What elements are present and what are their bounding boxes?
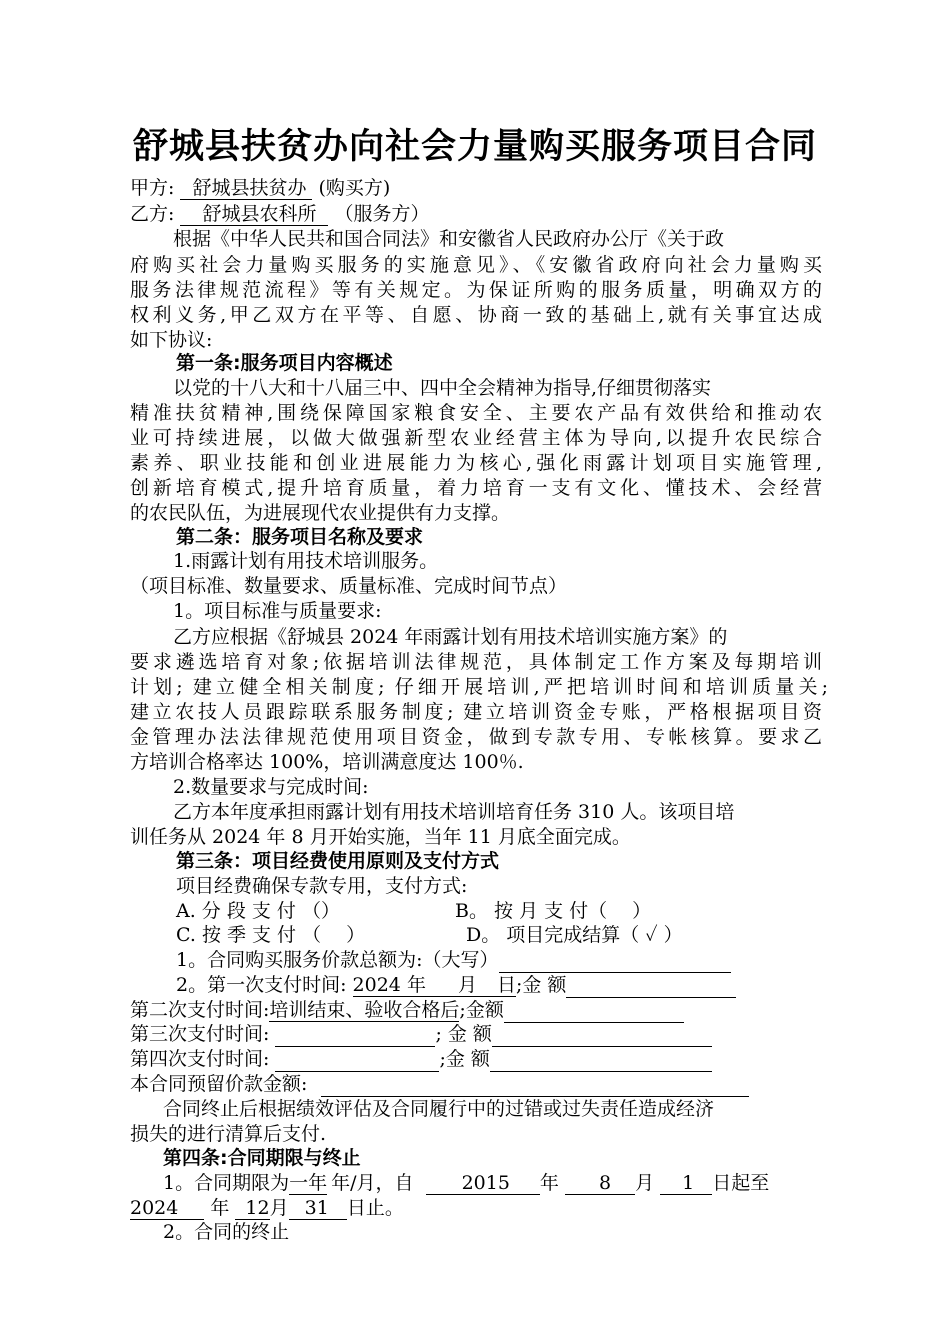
payment-1-year: 2024 年	[353, 974, 444, 997]
payment-option-a: A. 分 段 支 付 （）	[176, 900, 340, 922]
payment-4-amount-label: ;金 额	[439, 1048, 490, 1070]
article-2-sub1: 1。项目标准与质量要求:	[173, 600, 382, 622]
payment-2-amount-blank	[504, 1002, 684, 1023]
quality-line: 要求遴选培育对象;依据培训法律规范，具体制定工作方案及每期培训	[130, 651, 822, 673]
article-1-line: 创新培育模式,提升培育质量，着力培育一支有文化、懂技术、会经营	[130, 477, 822, 499]
payment-1-line	[176, 973, 736, 998]
payment-4-amount-blank	[490, 1051, 712, 1072]
preamble-line: 根据《中华人民共和国合同法》和安徽省人民政府办公厅《关于政	[173, 228, 725, 250]
preamble-line: 如下协议:	[130, 329, 213, 351]
payment-option-c: C. 按 季 支 付 （ ）	[176, 924, 366, 946]
payment-1-month: 月	[444, 974, 493, 997]
term-unit: 年/月，自	[331, 1172, 414, 1194]
quality-line: 建立农技人员跟踪联系服务制度; 建立培训资金专账，严格根据项目资	[130, 701, 822, 723]
retention-blank	[321, 1076, 749, 1097]
payment-1-day: 日	[493, 974, 516, 997]
end-suffix: 日止。	[346, 1197, 404, 1219]
article-1-line: 以党的十八大和十八届三中、四中全会精神为指导,仔细贯彻落实	[173, 377, 712, 399]
article-1-line: 业可持续进展，以做大做强新型农业经营主体为导向,以提升农民综合	[130, 427, 822, 449]
quality-line: 乙方应根据《舒城县 2024 年雨露计划有用技术培训实施方案》的	[173, 626, 728, 648]
quality-line: 金管理办法法律规范使用项目资金，做到专款专用、专帐核算。要求乙	[130, 726, 822, 748]
preamble-line: 权利义务,甲乙双方在平等、自愿、协商一致的基础上,就有关事宜达成	[130, 304, 822, 326]
party-a-role: (购买方)	[318, 177, 391, 199]
article-3-intro: 项目经费确保专款专用，支付方式:	[176, 875, 468, 897]
preamble-line: 服务法律规范流程》等有关规定。为保证所购的服务质量，明确双方的	[130, 279, 822, 301]
article-1-heading: 第一条:服务项目内容概述	[176, 352, 393, 374]
payment-option-b: B。 按 月 支 付（ ）	[455, 900, 652, 922]
end-year-char: 年	[210, 1197, 230, 1219]
payment-2-line	[130, 998, 684, 1023]
start-month: 8	[565, 1172, 635, 1195]
end-month: 12	[235, 1197, 269, 1220]
article-3-heading: 第三条：项目经费使用原则及支付方式	[176, 850, 500, 872]
end-month-char: 月	[269, 1197, 289, 1219]
payment-1-amount-blank	[566, 977, 736, 998]
article-1-line: 素养、职业技能和创业进展能力为核心,强化雨露计划项目实施管理,	[130, 452, 822, 474]
payment-3-amount-label: ; 金 额	[435, 1023, 492, 1045]
party-b-name: 舒城县农科所	[180, 203, 328, 226]
settlement-line: 合同终止后根据绩效评估及合同履行中的过错或过失责任造成经济	[163, 1098, 715, 1120]
term-end-line	[130, 1196, 404, 1221]
party-a-name: 舒城县扶贫办	[180, 177, 312, 200]
term-line	[163, 1171, 769, 1196]
quantity-line: 乙方本年度承担雨露计划有用技术培训培育任务 310 人。该项目培	[173, 801, 735, 823]
article-2-heading: 第二条：服务项目名称及要求	[176, 526, 424, 548]
total-price-line	[176, 948, 731, 973]
term-prefix: 1。合同期限为	[163, 1172, 290, 1194]
payment-2-label: 第二次支付时间:	[130, 999, 270, 1021]
article-1-line: 的农民队伍，为进展现代农业提供有力支撑。	[130, 502, 511, 524]
party-b-line	[130, 202, 430, 227]
payment-4-time-blank	[275, 1051, 439, 1072]
payment-3-label: 第三次支付时间:	[130, 1023, 270, 1045]
start-year: 2015	[426, 1172, 540, 1195]
payment-option-d: D。 项目完成结算（ ✓ ）	[466, 924, 683, 946]
article-2-note: （项目标准、数量要求、质量标准、完成时间节点）	[130, 575, 568, 597]
payment-3-line	[130, 1022, 712, 1047]
payment-1-label: 2。第一次支付时间:	[176, 974, 347, 996]
end-year: 2024	[130, 1197, 204, 1220]
article-1-line: 精准扶贫精神,围绕保障国家粮食安全、主要农产品有效供给和推动农	[130, 402, 822, 424]
month-char: 月	[635, 1172, 655, 1194]
payment-3-time-blank	[275, 1026, 435, 1047]
total-price-blank	[499, 952, 731, 973]
year-char: 年	[539, 1172, 559, 1194]
retention-line	[130, 1072, 749, 1097]
preamble-line: 府购买社会力量购买服务的实施意见》、《安徽省政府向社会力量购买	[130, 254, 822, 276]
contract-title: 舒城县扶贫办向社会力量购买服务项目合同	[132, 126, 817, 167]
quantity-line: 训任务从 2024 年 8 月开始实施，当年 11 月底全面完成。	[130, 826, 631, 848]
payment-4-line	[130, 1047, 712, 1072]
settlement-line: 损失的进行清算后支付.	[130, 1123, 327, 1145]
article-2-sub2: 2.数量要求与完成时间:	[173, 776, 369, 798]
term-value: 一年	[289, 1172, 328, 1194]
payment-4-label: 第四次支付时间:	[130, 1048, 270, 1070]
party-b-role: （服务方）	[334, 203, 430, 225]
party-b-label: 乙方:	[130, 203, 175, 225]
payment-3-amount-blank	[492, 1026, 712, 1047]
total-price-label: 1。合同购买服务价款总额为:（大写）	[176, 949, 499, 971]
article-4-sub2: 2。合同的终止	[163, 1221, 290, 1243]
quality-line: 方培训合格率达 100%，培训满意度达 100％.	[130, 751, 524, 773]
party-a-line	[130, 176, 390, 201]
payment-2-amount-label: ;金额	[459, 999, 504, 1021]
day-start-text: 日起至	[712, 1172, 770, 1194]
party-a-label: 甲方:	[130, 177, 175, 199]
retention-label: 本合同预留价款金额:	[130, 1073, 308, 1095]
article-2-item: 1.雨露计划有用技术培训服务。	[173, 550, 439, 572]
quality-line: 计划; 建立健全相关制度; 仔细开展培训,严把培训时间和培训质量关;	[130, 676, 828, 698]
start-day: 1	[660, 1172, 712, 1195]
article-4-heading: 第四条:合同期限与终止	[163, 1147, 361, 1169]
payment-2-value: 培训结束、验收合格后	[269, 999, 460, 1021]
payment-1-amount-label: ;金 额	[515, 974, 567, 996]
end-day: 31	[289, 1197, 347, 1220]
